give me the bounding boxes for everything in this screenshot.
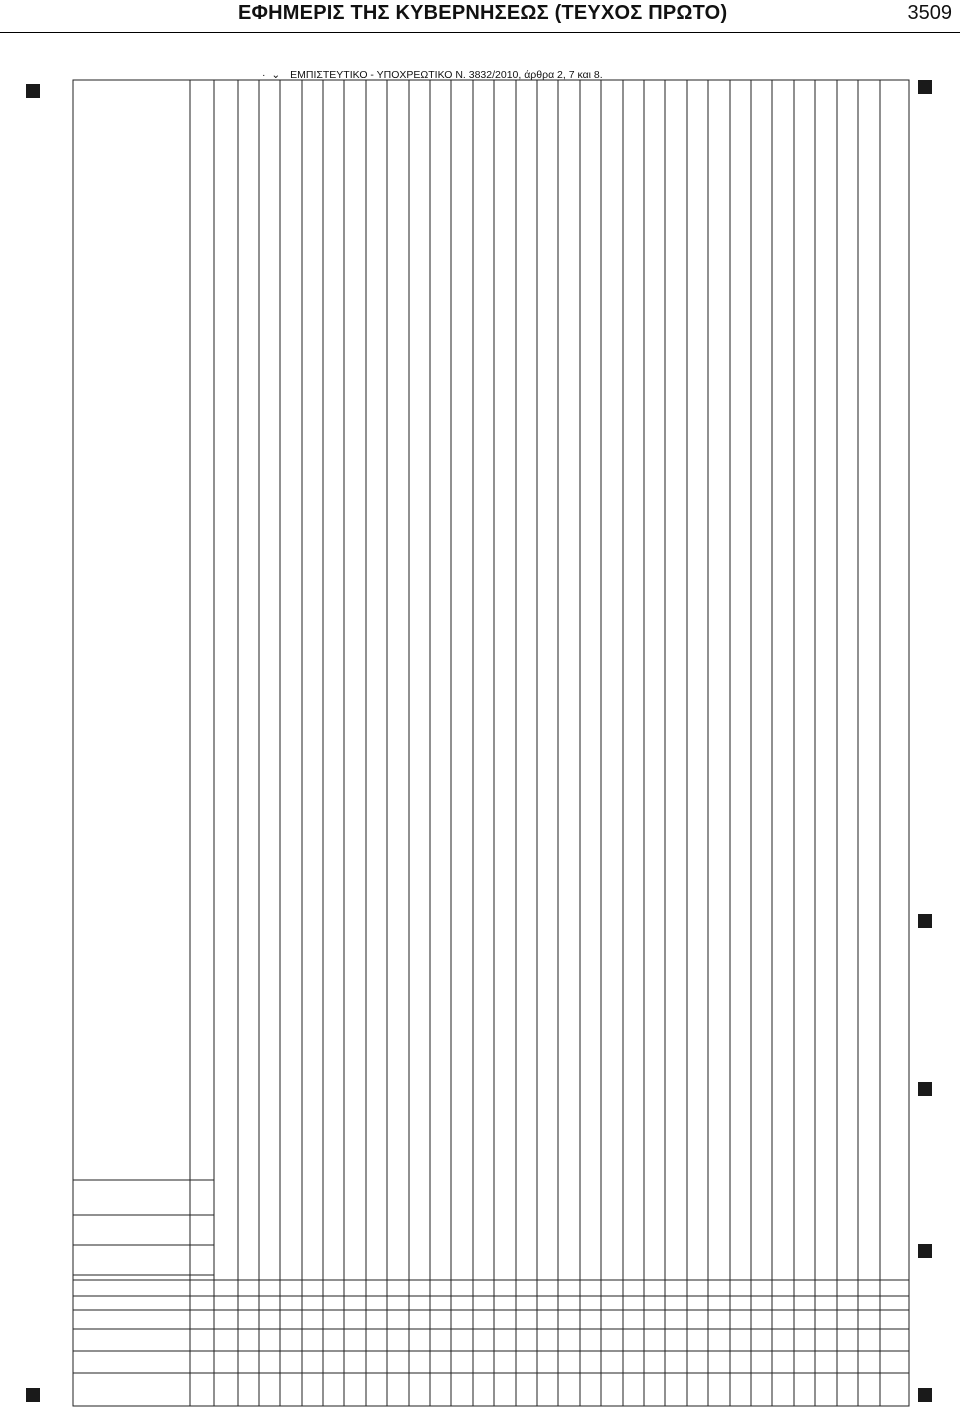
legal-reference: · ⌄ ΕΜΠΙΣΤΕΥΤΙΚΟ - ΥΠΟΧΡΕΩΤΙΚΟ Ν. 3832/2010, άρθρα 2, 7 και 8. <box>262 69 603 81</box>
gazette-title: ΕΦΗΜΕΡΙΣ ΤΗΣ ΚΥΒΕΡΝΗΣΕΩΣ (ΤΕΥΧΟΣ ΠΡΩΤΟ) <box>238 2 728 24</box>
page-number: 3509 <box>907 2 952 24</box>
